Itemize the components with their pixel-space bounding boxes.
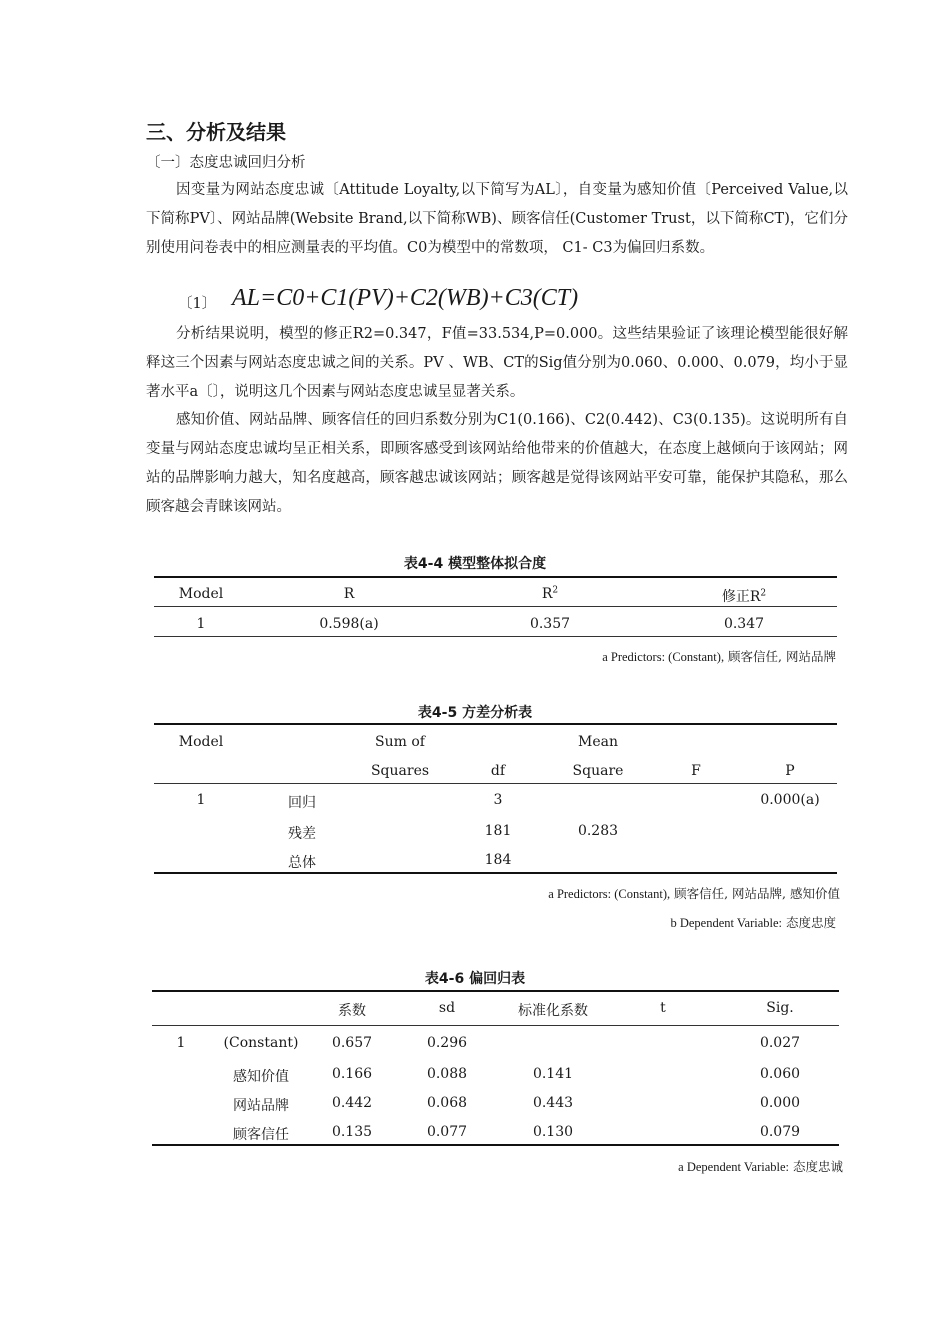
table-4-6-top-rule xyxy=(152,990,839,992)
table-4-4-bottom-rule xyxy=(154,636,837,637)
table-4-6-row1-model: 1 xyxy=(176,1035,186,1051)
table-4-4-cell-model: 1 xyxy=(196,616,206,632)
table-4-6-row1-coef: 0.657 xyxy=(331,1035,373,1051)
paragraph-variables: 因变量为网站态度忠诚〔Attitude Loyalty,以下简写为AL〕，自变量为感知价值〔Perceived Value,以下简称PV〕、网站品牌(Website Brand,以下简称WB)、顾客信任(Customer Trust，以下简称CT)，它们分别使用问卷表中的相应测量表的平均值。C0为模型中的常数项， C1- C3为偏回归系数。 xyxy=(146,182,848,256)
table-4-6-row3-label: 网站品牌 xyxy=(233,1098,289,1114)
table-4-6-note: a Dependent Variable: 态度忠诚 xyxy=(678,1159,843,1174)
regression-equation: AL=C0+C1(PV)+C2(WB)+C3(CT) xyxy=(232,285,579,311)
table-4-5-caption: 表4-5 方差分析表 xyxy=(417,705,533,721)
table-4-5-top-rule xyxy=(154,723,837,725)
table-4-4-cell-r2: 0.357 xyxy=(529,616,571,632)
table-4-5-header-f: F xyxy=(691,763,701,779)
table-4-5-header-mean: Mean xyxy=(578,734,618,750)
table-4-5-header-square: Square xyxy=(572,763,624,779)
table-4-6-row3-sd: 0.068 xyxy=(426,1095,468,1111)
table-4-6-header-sig: Sig. xyxy=(766,1000,794,1016)
table-4-5-header-model: Model xyxy=(178,734,224,750)
table-4-5-row2-label: 残差 xyxy=(288,826,316,842)
table-4-6-row4-std: 0.130 xyxy=(532,1124,574,1140)
table-4-5-row1-label: 回归 xyxy=(288,795,316,811)
table-4-4-header-r: R xyxy=(343,586,355,602)
subsection-heading: 〔一〕态度忠诚回归分析 xyxy=(146,155,306,171)
table-4-6-row3-std: 0.443 xyxy=(532,1095,574,1111)
table-4-4-note: a Predictors: (Constant), 顾客信任, 网站品牌 xyxy=(602,649,836,664)
table-4-4-caption: 表4-4 模型整体拟合度 xyxy=(403,556,547,572)
equation-number: 〔1〕 xyxy=(178,296,217,312)
table-4-6-header-std-coef: 标准化系数 xyxy=(518,1003,588,1019)
table-4-6-caption: 表4-6 偏回归表 xyxy=(424,971,526,987)
table-4-5-row2-df: 181 xyxy=(484,823,512,839)
table-4-4-cell-r: 0.598(a) xyxy=(319,616,379,632)
table-4-5-header-p: P xyxy=(785,763,795,779)
table-4-6-row2-label: 感知价值 xyxy=(233,1069,289,1085)
table-4-6-row2-std: 0.141 xyxy=(532,1066,574,1082)
table-4-6-row1-sig: 0.027 xyxy=(759,1035,801,1051)
table-4-4-header-rule xyxy=(154,606,837,607)
table-4-5-note-b: b Dependent Variable: 态度忠度 xyxy=(670,915,836,930)
table-4-5-header-sum-of: Sum of xyxy=(375,734,425,750)
table-4-4-top-rule xyxy=(154,576,837,578)
table-4-6-row3-coef: 0.442 xyxy=(331,1095,373,1111)
table-4-6-header-rule xyxy=(152,1025,839,1026)
table-4-6-row1-label: (Constant) xyxy=(223,1035,299,1051)
paragraph-results: 分析结果说明，模型的修正R2=0.347，F值=33.534,P=0.000。这些结果验证了该理论模型能很好解释这三个因素与网站态度忠诚之间的关系。PV 、WB、CT的Sig值分别为0.060、0.000、0.079，均小于显著水平a〔〕，说明这几个因素与网站态度忠诚呈显著关系。 xyxy=(146,326,848,400)
table-4-6-row4-label: 顾客信任 xyxy=(233,1127,289,1143)
table-4-5-header-df: df xyxy=(490,763,506,779)
table-4-5-row3-label: 总体 xyxy=(288,855,316,871)
table-4-6-header-sd: sd xyxy=(438,1000,456,1016)
table-4-6-row2-sig: 0.060 xyxy=(759,1066,801,1082)
table-4-5-row2-mean-square: 0.283 xyxy=(577,823,619,839)
section-heading: 三、分析及结果 xyxy=(146,120,286,144)
table-4-4-header-r2: $R^2$ xyxy=(541,585,559,602)
table-4-5-header-squares: Squares xyxy=(370,763,430,779)
table-4-6-header-t: t xyxy=(660,1000,666,1016)
table-4-5-header-rule xyxy=(154,783,837,784)
table-4-6-row4-sd: 0.077 xyxy=(426,1124,468,1140)
table-4-5-bottom-rule xyxy=(154,872,837,874)
table-4-4-cell-adj-r2: 0.347 xyxy=(723,616,765,632)
table-4-6-row1-sd: 0.296 xyxy=(426,1035,468,1051)
table-4-4-header-adj-r2: 修正$R^2$ xyxy=(721,588,767,605)
table-4-5-note-a: a Predictors: (Constant), 顾客信任, 网站品牌, 感知价值 xyxy=(548,886,840,901)
table-4-6-row3-sig: 0.000 xyxy=(759,1095,801,1111)
table-4-6-row4-coef: 0.135 xyxy=(331,1124,373,1140)
paragraph-coefficients: 感知价值、网站品牌、顾客信任的回归系数分别为C1(0.166)、C2(0.442)、C3(0.135)。这说明所有自变量与网站态度忠诚均呈正相关系，即顾客感受到该网站给他带来的价值越大，在态度上越倾向于该网站；网站的品牌影响力越大，知名度越高，顾客越忠诚该网站；顾客越是觉得该网站平安可靠，能保护其隐私，那么顾客越会青睐该网站。 xyxy=(146,412,848,515)
table-4-6-header-coef: 系数 xyxy=(338,1003,366,1019)
table-4-6-row2-coef: 0.166 xyxy=(331,1066,373,1082)
table-4-6-row2-sd: 0.088 xyxy=(426,1066,468,1082)
table-4-5-row1-p: 0.000(a) xyxy=(760,792,820,808)
table-4-5-row3-df: 184 xyxy=(484,852,512,868)
table-4-5-row1-df: 3 xyxy=(493,792,503,808)
table-4-6-row4-sig: 0.079 xyxy=(759,1124,801,1140)
table-4-6-bottom-rule xyxy=(152,1144,839,1146)
table-4-5-row1-model: 1 xyxy=(196,792,206,808)
table-4-4-header-model: Model xyxy=(178,586,224,602)
